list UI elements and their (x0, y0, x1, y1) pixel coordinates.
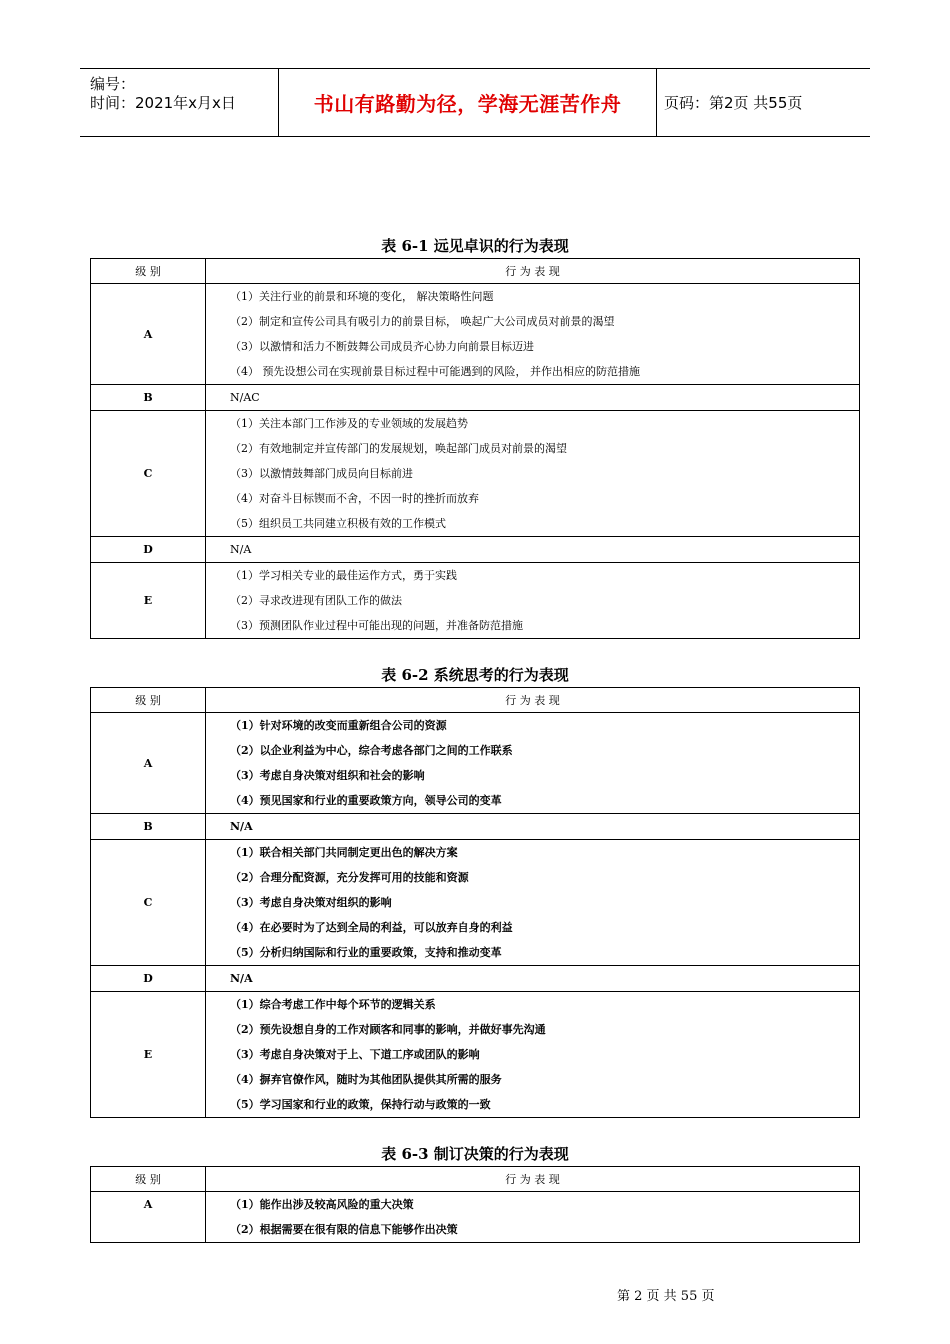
behavior-item: （2）寻求改进现有团队工作的做法 (230, 594, 402, 607)
behavior-item: （3）以激情和活力不断鼓舞公司成员齐心协力向前景目标迈进 (230, 340, 534, 353)
behavior-item: N/A (230, 543, 252, 556)
behavior-item: （3）预测团队作业过程中可能出现的问题，并准备防范措施 (230, 619, 523, 632)
document-number-label: 编号： (90, 75, 136, 93)
behavior-item: （2）预先设想自身的工作对顾客和同事的影响，并做好事先沟通 (230, 1023, 546, 1036)
behavior-item: （4）对奋斗目标锲而不舍，不因一时的挫折而放弃 (230, 492, 479, 505)
table-header-row (91, 688, 860, 713)
behavior-cell (206, 563, 860, 639)
column-header-behavior: 行 为 表 现 (206, 1167, 860, 1192)
table-row (91, 411, 860, 537)
behavior-item: （1）能作出涉及较高风险的重大决策 (230, 1198, 414, 1211)
behavior-item: （3）考虑自身决策对组织的影响 (230, 896, 392, 909)
table-row (91, 1192, 860, 1243)
column-header-behavior: 行 为 表 现 (206, 259, 860, 284)
table-caption: 表 6-3 制订决策的行为表现 (381, 1145, 569, 1163)
table-row (91, 284, 860, 385)
behavior-cell (206, 1192, 860, 1243)
behavior-cell (206, 840, 860, 966)
behavior-item: （2）根据需要在很有限的信息下能够作出决策 (230, 1223, 458, 1236)
behavior-item: （2）以企业利益为中心，综合考虑各部门之间的工作联系 (230, 744, 513, 757)
behavior-item: （2）合理分配资源，充分发挥可用的技能和资源 (230, 871, 469, 884)
behavior-item: （1）关注本部门工作涉及的专业领域的发展趋势 (230, 417, 468, 430)
level-cell: B (91, 385, 206, 411)
behavior-item: （5）组织员工共同建立积极有效的工作模式 (230, 517, 446, 530)
behavior-item: （3）以激情鼓舞部门成员向目标前进 (230, 467, 413, 480)
behavior-item: （2）制定和宣传公司具有吸引力的前景目标， 唤起广大公司成员对前景的渴望 (230, 315, 615, 328)
behavior-item: （1）综合考虑工作中每个环节的逻辑关系 (230, 998, 436, 1011)
behavior-cell (206, 284, 860, 385)
behavior-item: N/AC (230, 391, 260, 404)
behavior-table-6-2 (90, 687, 860, 1118)
behavior-item: （3）考虑自身决策对于上、下道工序或团队的影响 (230, 1048, 480, 1061)
level-cell: A (91, 1192, 206, 1243)
behavior-cell (206, 992, 860, 1118)
behavior-item: N/A (230, 972, 253, 985)
behavior-cell (206, 814, 860, 840)
table-row (91, 537, 860, 563)
level-cell: A (91, 284, 206, 385)
behavior-item: N/A (230, 820, 253, 833)
behavior-cell (206, 713, 860, 814)
behavior-item: （3）考虑自身决策对组织和社会的影响 (230, 769, 425, 782)
level-cell: D (91, 537, 206, 563)
behavior-item: （4）摒弃官僚作风，随时为其他团队提供其所需的服务 (230, 1073, 502, 1086)
document-date: 时间：2021年x月x日 (90, 94, 236, 112)
behavior-item: （5）学习国家和行业的政策，保持行动与政策的一致 (230, 1098, 491, 1111)
table-caption: 表 6-2 系统思考的行为表现 (381, 666, 569, 684)
header-motto: 书山有路勤为径，学海无涯苦作舟 (313, 92, 622, 116)
behavior-item: （1）针对环境的改变而重新组合公司的资源 (230, 719, 447, 732)
level-cell: E (91, 563, 206, 639)
behavior-table-6-3 (90, 1166, 860, 1243)
behavior-item: （2）有效地制定并宣传部门的发展规划，唤起部门成员对前景的渴望 (230, 442, 567, 455)
behavior-cell (206, 966, 860, 992)
behavior-cell (206, 411, 860, 537)
table-row (91, 385, 860, 411)
behavior-item: （4） 预先设想公司在实现前景目标过程中可能遇到的风险， 并作出相应的防范措施 (230, 365, 640, 378)
header-left-cell (80, 69, 278, 136)
behavior-cell (206, 537, 860, 563)
behavior-item: （4）在必要时为了达到全局的利益，可以放弃自身的利益 (230, 921, 513, 934)
column-header-level: 级 别 (91, 1167, 206, 1192)
header-page-info: 页码：第2页 共55页 (664, 94, 803, 112)
behavior-table-6-1 (90, 258, 860, 639)
behavior-item: （5）分析归纳国际和行业的重要政策，支持和推动变革 (230, 946, 502, 959)
table-header-row (91, 259, 860, 284)
table-row (91, 966, 860, 992)
table-row (91, 840, 860, 966)
table-row (91, 992, 860, 1118)
table-row (91, 814, 860, 840)
level-cell: C (91, 840, 206, 966)
behavior-item: （1）关注行业的前景和环境的变化， 解决策略性问题 (230, 290, 494, 303)
column-header-level: 级 别 (91, 688, 206, 713)
level-cell: A (91, 713, 206, 814)
behavior-item: （1）联合相关部门共同制定更出色的解决方案 (230, 846, 458, 859)
table-header-row (91, 1167, 860, 1192)
behavior-item: （4）预见国家和行业的重要政策方向，领导公司的变革 (230, 794, 502, 807)
footer-page-number: 第 2 页 共 55 页 (617, 1289, 715, 1304)
column-header-behavior: 行 为 表 现 (206, 688, 860, 713)
behavior-item: （1）学习相关专业的最佳运作方式，勇于实践 (230, 569, 457, 582)
page-header (80, 68, 870, 137)
level-cell: E (91, 992, 206, 1118)
table-row (91, 563, 860, 639)
level-cell: C (91, 411, 206, 537)
column-header-level: 级 别 (91, 259, 206, 284)
header-motto-cell (278, 69, 657, 136)
behavior-cell (206, 385, 860, 411)
table-caption: 表 6-1 远见卓识的行为表现 (381, 237, 569, 255)
table-row (91, 713, 860, 814)
level-cell: D (91, 966, 206, 992)
level-cell: B (91, 814, 206, 840)
